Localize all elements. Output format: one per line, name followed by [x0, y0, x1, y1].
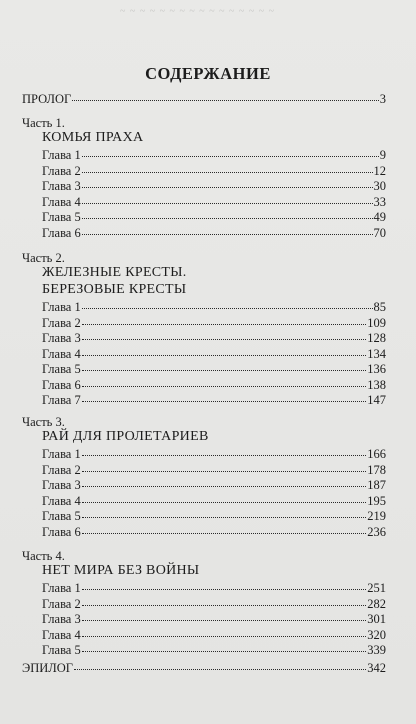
toc-entry-page: 178	[367, 462, 386, 477]
chapter-entry	[42, 195, 386, 209]
epilogue-entry	[22, 661, 386, 675]
chapter-entry	[42, 378, 386, 392]
dot-leader	[72, 90, 378, 101]
dot-leader	[82, 208, 373, 219]
dot-leader	[82, 314, 367, 325]
part-label: Часть 2.	[22, 251, 65, 265]
part-title: ЖЕЛЕЗНЫЕ КРЕСТЫ.	[42, 265, 187, 280]
toc-entry-label: ЭПИЛОГ	[22, 661, 74, 675]
dot-leader	[82, 162, 373, 173]
toc-entry-label: Глава 5	[42, 210, 81, 224]
dot-leader	[82, 579, 367, 590]
dot-leader	[82, 146, 379, 157]
part-title: КОМЬЯ ПРАХА	[42, 130, 144, 145]
toc-entry-page: 301	[367, 612, 386, 626]
toc-entry-page: 70	[373, 225, 386, 240]
toc-entry-page: 30	[373, 179, 386, 193]
toc-entry-label: Глава 2	[42, 163, 81, 178]
dot-leader	[82, 391, 367, 402]
toc-entry-page: 195	[367, 493, 386, 508]
chapter-entry	[42, 478, 386, 492]
dot-leader	[82, 329, 367, 340]
toc-entry-label: Глава 1	[42, 300, 81, 314]
dot-leader	[82, 523, 367, 534]
toc-entry-label: Глава 4	[42, 194, 81, 209]
toc-entry-page: 320	[367, 627, 386, 642]
toc-entry-page: 147	[367, 393, 386, 407]
toc-entry-page: 138	[367, 377, 386, 392]
toc-entry-page: 3	[379, 92, 386, 106]
dot-leader	[82, 476, 367, 487]
chapter-entry	[42, 210, 386, 224]
toc-entry-label: Глава 4	[42, 493, 81, 508]
toc-entry-label: Глава 5	[42, 643, 81, 657]
chapter-entry	[42, 164, 386, 178]
chapter-entry	[42, 628, 386, 642]
chapter-entry	[42, 463, 386, 477]
toc-entry-page: 136	[367, 362, 386, 376]
toc-entry-label: Глава 1	[42, 148, 81, 162]
toc-entry-page: 342	[367, 661, 386, 675]
dot-leader	[82, 360, 367, 371]
dot-leader	[82, 626, 367, 637]
toc-entry-page: 9	[379, 148, 386, 162]
dot-leader	[82, 376, 367, 387]
chapter-entry	[42, 393, 386, 407]
toc-entry-page: 339	[367, 643, 386, 657]
toc-entry-page: 134	[367, 346, 386, 361]
dot-leader	[82, 445, 367, 456]
toc-entry-page: 166	[367, 447, 386, 461]
chapter-entry	[42, 316, 386, 330]
part-title: НЕТ МИРА БЕЗ ВОЙНЫ	[42, 563, 200, 578]
toc-entry-page: 282	[367, 596, 386, 611]
chapter-entry	[42, 179, 386, 193]
toc-entry-label: Глава 1	[42, 581, 81, 595]
toc-entry-label: Глава 4	[42, 346, 81, 361]
part-title: БЕРЕЗОВЫЕ КРЕСТЫ	[42, 282, 187, 297]
chapter-entry	[42, 300, 386, 314]
toc-entry-page: 251	[367, 581, 386, 595]
toc-entry-label: Глава 5	[42, 362, 81, 376]
dot-leader	[82, 461, 367, 472]
dot-leader	[82, 193, 373, 204]
toc-entry-label: Глава 3	[42, 179, 81, 193]
toc-entry-label: Глава 6	[42, 377, 81, 392]
chapter-entry	[42, 597, 386, 611]
dot-leader	[74, 659, 366, 670]
chapter-entry	[42, 643, 386, 657]
toc-entry-page: 85	[373, 300, 386, 314]
toc-entry-page: 187	[367, 478, 386, 492]
bleed-through-text: ~ ~ ~ ~ ~ ~ ~ ~ ~ ~ ~ ~ ~ ~ ~ ~	[120, 6, 276, 16]
chapter-entry	[42, 494, 386, 508]
chapter-entry	[42, 226, 386, 240]
chapter-entry	[42, 612, 386, 626]
part-title: РАЙ ДЛЯ ПРОЛЕТАРИЕВ	[42, 429, 209, 444]
toc-entry-page: 219	[367, 509, 386, 523]
toc-entry-label: Глава 6	[42, 524, 81, 539]
toc-entry-page: 12	[373, 163, 386, 178]
part-label: Часть 4.	[22, 549, 65, 563]
dot-leader	[82, 177, 373, 188]
toc-entry-page: 128	[367, 331, 386, 345]
chapter-entry	[42, 509, 386, 523]
dot-leader	[82, 507, 367, 518]
toc-entry-label: Глава 5	[42, 509, 81, 523]
dot-leader	[82, 345, 367, 356]
chapter-entry	[42, 148, 386, 162]
toc-entry-page: 236	[367, 524, 386, 539]
dot-leader	[82, 224, 373, 235]
toc-entry-label: ПРОЛОГ	[22, 92, 72, 106]
toc-entry-label: Глава 2	[42, 315, 81, 330]
toc-entry-page: 33	[373, 194, 386, 209]
toc-entry-page: 109	[367, 315, 386, 330]
dot-leader	[82, 595, 367, 606]
dot-leader	[82, 641, 367, 652]
chapter-entry	[42, 362, 386, 376]
toc-entry-label: Глава 3	[42, 612, 81, 626]
dot-leader	[82, 610, 367, 621]
chapter-entry	[42, 331, 386, 345]
chapter-entry	[42, 447, 386, 461]
toc-entry-label: Глава 2	[42, 596, 81, 611]
page-title: СОДЕРЖАНИЕ	[145, 64, 271, 83]
chapter-entry	[42, 525, 386, 539]
dot-leader	[82, 492, 367, 503]
toc-entry-label: Глава 1	[42, 447, 81, 461]
part-label: Часть 3.	[22, 415, 65, 429]
toc-entry-label: Глава 3	[42, 478, 81, 492]
toc-entry-label: Глава 6	[42, 225, 81, 240]
chapter-entry	[42, 347, 386, 361]
toc-entry-label: Глава 3	[42, 331, 81, 345]
toc-entry-page: 49	[373, 210, 386, 224]
prologue-entry	[22, 92, 386, 106]
toc-entry-label: Глава 4	[42, 627, 81, 642]
toc-entry-label: Глава 2	[42, 462, 81, 477]
dot-leader	[82, 298, 373, 309]
toc-entry-label: Глава 7	[42, 393, 81, 407]
part-label: Часть 1.	[22, 116, 65, 130]
chapter-entry	[42, 581, 386, 595]
